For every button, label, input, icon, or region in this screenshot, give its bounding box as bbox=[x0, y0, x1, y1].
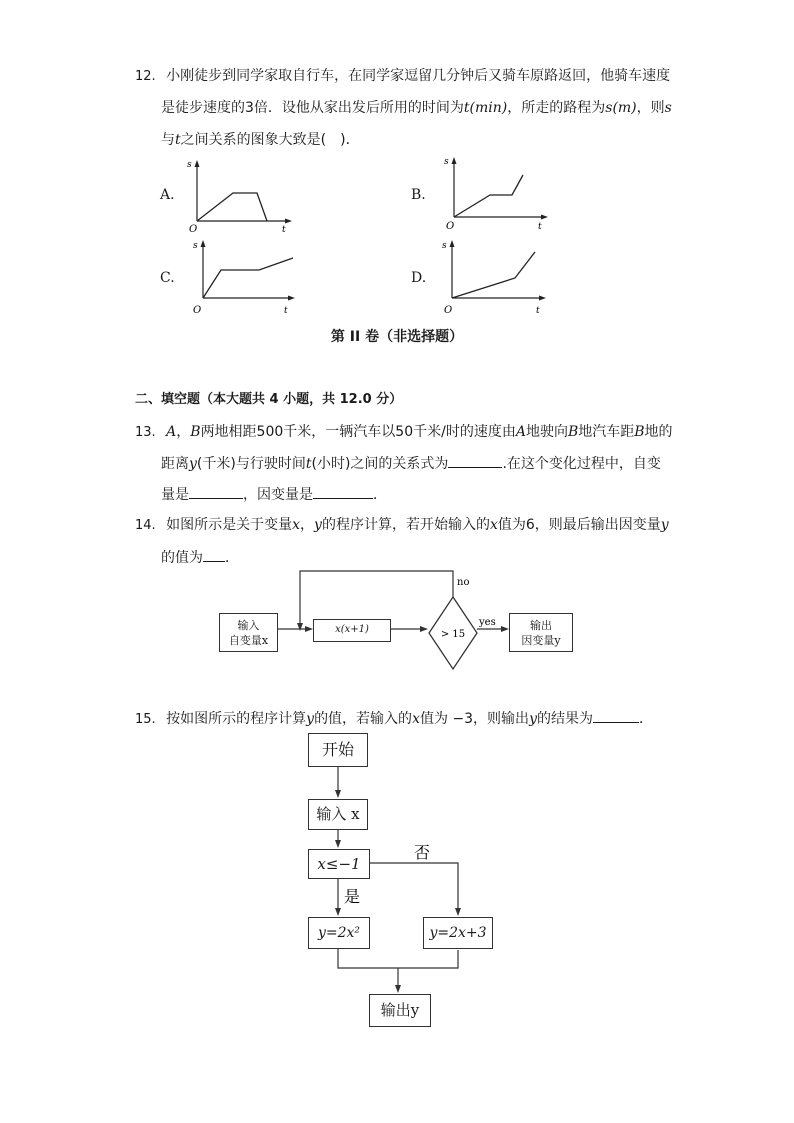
q15-output-box: 输出y bbox=[369, 994, 431, 1027]
q13-line3: 量是 ，因变量是 ． bbox=[161, 484, 387, 505]
q14-line1: 14. 如图所示是关于变量x，y的程序计算，若开始输入的x值为6，则最后输出因变量y bbox=[135, 517, 669, 533]
q12-line2: 是徒步速度的3倍．设他从家出发后所用的时间为t(min)，所走的路程为s(m)，则s bbox=[161, 100, 672, 116]
q13-blank-1[interactable] bbox=[448, 453, 502, 468]
q14-no-label: no bbox=[457, 577, 470, 588]
q14-line2: 的值为 ． bbox=[161, 547, 239, 568]
q14-cond-text: > 15 bbox=[440, 629, 466, 640]
q14-calc-box: x(x+1) bbox=[313, 619, 391, 642]
q15-left-box: y=2x² bbox=[308, 917, 370, 949]
q14-input-box: 输入 自变量x bbox=[219, 613, 278, 652]
option-b-label: B. bbox=[411, 187, 426, 203]
q15-cond-box: x≤−1 bbox=[308, 849, 370, 879]
q15-right-box: y=2x+3 bbox=[423, 917, 493, 949]
option-c-axis-x: t bbox=[284, 306, 288, 316]
q13-line2: 距离y(千米)与行驶时间t(小时)之间的关系式为 .在这个变化过程中，自变 bbox=[161, 453, 661, 474]
option-b-origin: O bbox=[446, 221, 455, 232]
option-d-graph bbox=[438, 238, 553, 316]
option-a-axis-y: s bbox=[187, 160, 192, 170]
q15-start-box: 开始 bbox=[308, 733, 368, 767]
q12-number: 12. bbox=[135, 69, 156, 84]
q12-line3: 与t之间关系的图象大致是( )． bbox=[161, 132, 360, 148]
q15-yes-label: 是 bbox=[344, 887, 361, 906]
option-b-axis-y: s bbox=[444, 157, 449, 167]
q13-number: 13. bbox=[135, 425, 156, 440]
option-c-graph bbox=[185, 238, 300, 316]
q14-number: 14. bbox=[135, 518, 156, 533]
option-a-graph bbox=[180, 158, 295, 234]
part2-title: 第 II 卷（非选择题） bbox=[330, 329, 464, 345]
option-c-label: C. bbox=[160, 270, 175, 286]
q14-blank[interactable] bbox=[203, 547, 225, 562]
option-b-graph bbox=[440, 155, 555, 233]
q15-blank[interactable] bbox=[593, 708, 639, 723]
option-a-origin: O bbox=[189, 224, 198, 234]
q14-yes-label: yes bbox=[479, 617, 496, 628]
section-heading: 二、填空题（本大题共 4 小题，共 12.0 分） bbox=[135, 392, 403, 407]
option-d-origin: O bbox=[444, 305, 453, 316]
q13-blank-2[interactable] bbox=[189, 484, 243, 499]
option-c-axis-y: s bbox=[193, 241, 198, 251]
q15-no-label: 否 bbox=[414, 843, 431, 862]
q15-line1: 15. 按如图所示的程序计算y的值，若输入的x值为 −3，则输出y的结果为 ． bbox=[135, 708, 653, 730]
q12-line1: 12. 小刚徒步到同学家取自行车，在同学家逗留几分钟后又骑车原路返回，他骑车速度 bbox=[135, 68, 671, 84]
q13-line1: 13. A，B两地相距500千米，一辆汽车以50千米/时的速度由A地驶向B地汽车距B地的 bbox=[135, 424, 673, 440]
q15-flowchart bbox=[290, 730, 510, 1030]
q15-input-box: 输入 x bbox=[308, 799, 368, 830]
option-d-axis-x: t bbox=[536, 306, 540, 316]
option-c-origin: O bbox=[193, 305, 202, 316]
option-d-axis-y: s bbox=[442, 241, 447, 251]
q14-output-box: 输出 因变量y bbox=[509, 613, 573, 652]
q13-blank-3[interactable] bbox=[313, 484, 373, 499]
option-a-label: A. bbox=[160, 187, 175, 203]
option-b-axis-x: t bbox=[538, 222, 542, 232]
q15-number: 15. bbox=[135, 712, 156, 727]
option-d-label: D. bbox=[411, 270, 427, 286]
option-a-axis-x: t bbox=[282, 225, 286, 234]
